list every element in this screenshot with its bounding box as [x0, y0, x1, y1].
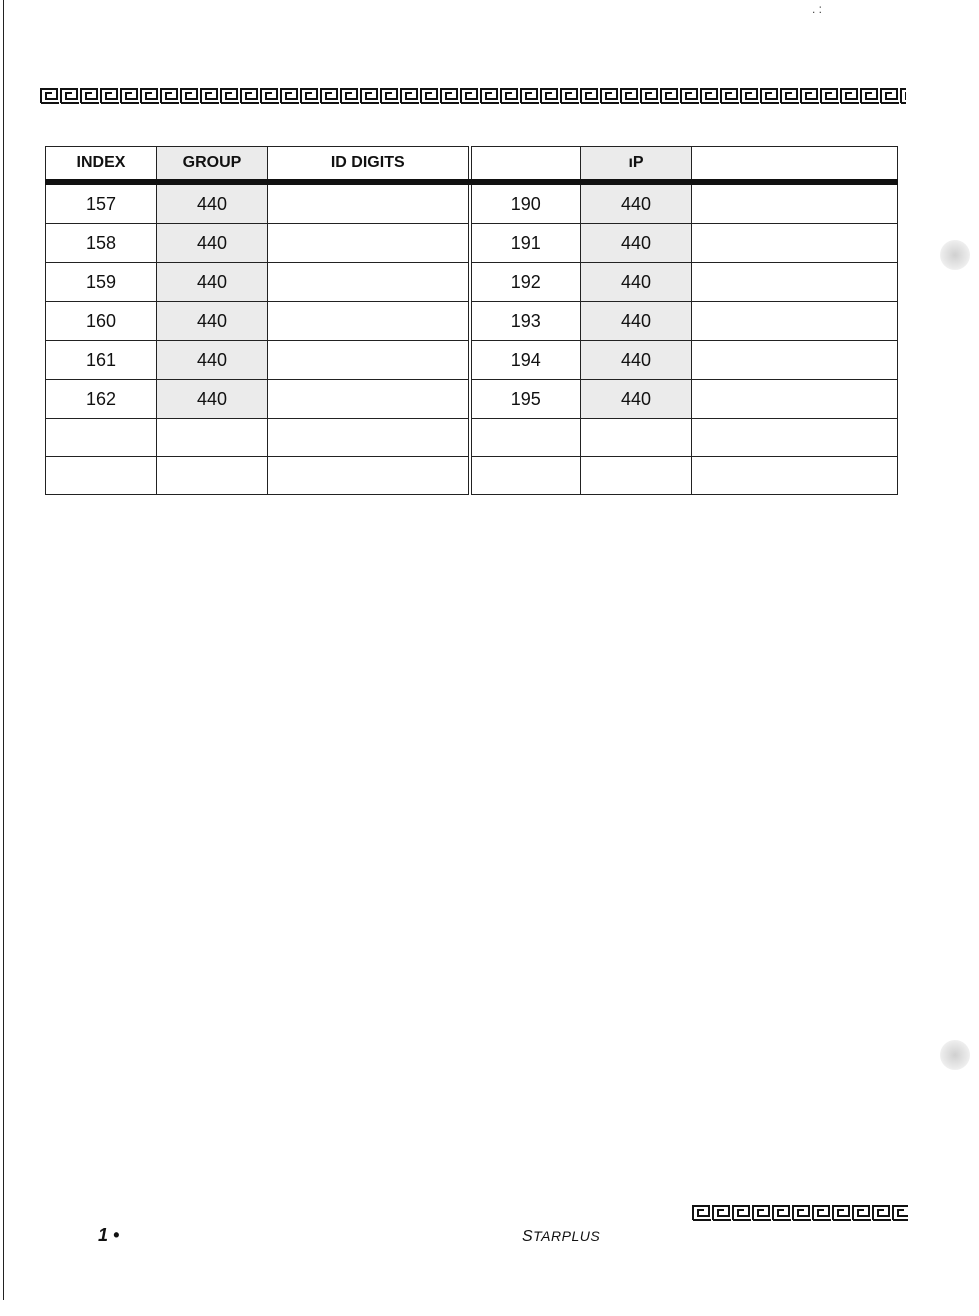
digits-cell — [268, 380, 470, 419]
index-cell: 191 — [470, 224, 581, 263]
group-cell: 440 — [157, 302, 268, 341]
footer-brand — [522, 1228, 600, 1246]
index-cell: 193 — [470, 302, 581, 341]
punch-hole-mark — [940, 240, 970, 270]
index-cell: 192 — [470, 263, 581, 302]
page-number: 1 • — [98, 1225, 120, 1245]
group-cell: 440 — [581, 380, 692, 419]
group-cell: 440 — [581, 341, 692, 380]
index-cell: 161 — [46, 341, 157, 380]
index-cell: 195 — [470, 380, 581, 419]
group-cell: 440 — [581, 263, 692, 302]
index-cell: 158 — [46, 224, 157, 263]
table-row — [46, 263, 898, 302]
header-id-digits: ID DIGITS — [268, 147, 470, 183]
greek-key-border-top — [40, 88, 906, 104]
blank-row — [46, 419, 898, 457]
header-index: INDEX — [46, 147, 157, 183]
footer-brand-rest: TARPLUS — [533, 1228, 601, 1244]
digits-cell — [692, 263, 898, 302]
digits-cell — [692, 302, 898, 341]
index-cell: 162 — [46, 380, 157, 419]
digits-cell — [692, 380, 898, 419]
digits-cell — [268, 263, 470, 302]
digits-cell — [692, 224, 898, 263]
table-row — [46, 182, 898, 224]
header-group: GROUP — [157, 147, 268, 183]
group-cell: 440 — [157, 263, 268, 302]
header-digits-right — [692, 147, 898, 183]
index-cell: 190 — [470, 182, 581, 224]
group-cell: 440 — [157, 341, 268, 380]
left-margin-rule — [3, 0, 4, 1300]
group-cell: 440 — [581, 182, 692, 224]
footer-brand-initial: S — [522, 1228, 534, 1245]
digits-cell — [268, 224, 470, 263]
table-row — [46, 224, 898, 263]
blank-row — [46, 457, 898, 495]
group-cell: 440 — [581, 302, 692, 341]
group-cell: 440 — [157, 224, 268, 263]
digits-cell — [268, 302, 470, 341]
digits-cell — [692, 182, 898, 224]
digits-cell — [692, 341, 898, 380]
index-cell: 160 — [46, 302, 157, 341]
group-cell: 440 — [157, 182, 268, 224]
form-table — [45, 146, 898, 495]
header-row — [46, 147, 898, 183]
index-cell: 194 — [470, 341, 581, 380]
table-row — [46, 302, 898, 341]
table-row — [46, 380, 898, 419]
digits-cell — [268, 182, 470, 224]
digits-cell — [268, 341, 470, 380]
header-group-right: ıP — [581, 147, 692, 183]
index-cell: 159 — [46, 263, 157, 302]
group-cell: 440 — [157, 380, 268, 419]
group-cell: 440 — [581, 224, 692, 263]
stray-mark: . : — [812, 2, 823, 16]
greek-key-border-bottom — [692, 1205, 908, 1221]
table-row — [46, 341, 898, 380]
header-index-right — [470, 147, 581, 183]
punch-hole-mark — [940, 1040, 970, 1070]
index-cell: 157 — [46, 182, 157, 224]
